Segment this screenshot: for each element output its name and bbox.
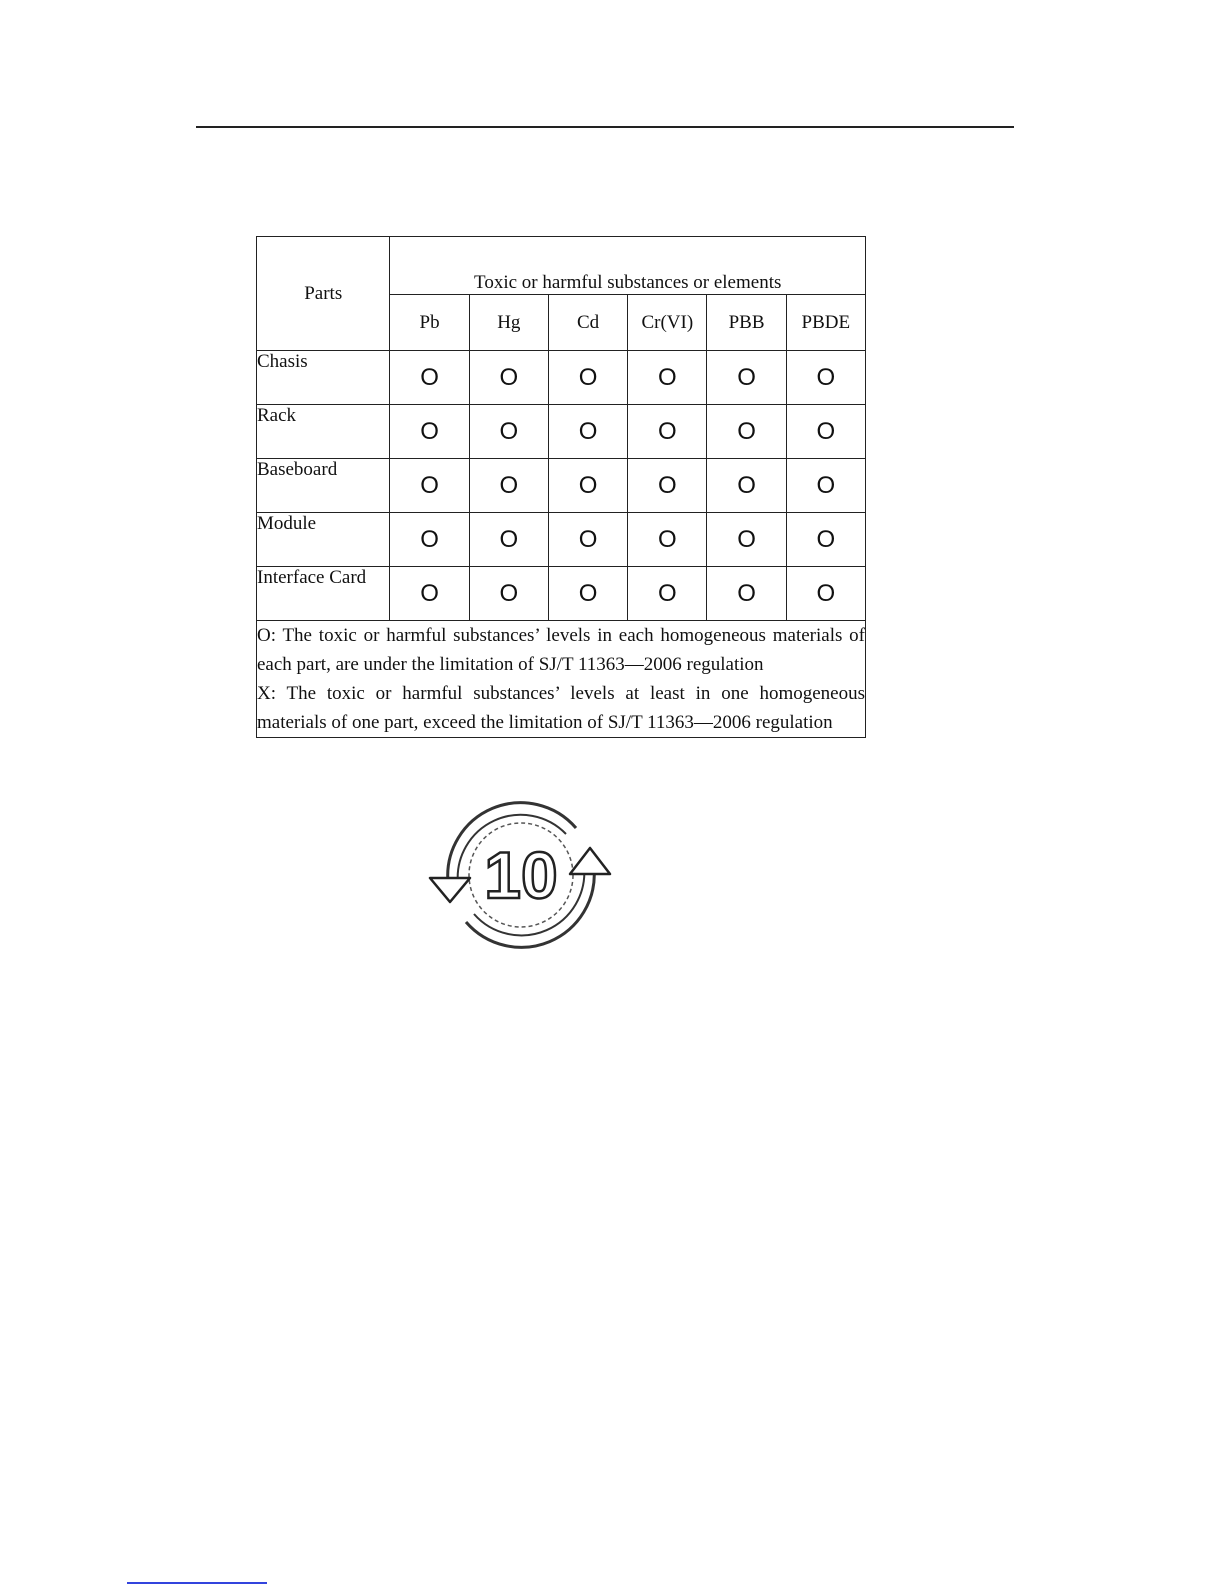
mark-cell: O bbox=[707, 513, 786, 567]
mark-cell: O bbox=[628, 351, 707, 405]
mark-cell: O bbox=[548, 405, 627, 459]
mark-cell: O bbox=[548, 513, 627, 567]
mark-cell: O bbox=[548, 567, 627, 621]
part-name: Chasis bbox=[257, 351, 390, 405]
part-name: Interface Card bbox=[257, 567, 390, 621]
parts-column-header: Parts bbox=[257, 237, 390, 351]
mark-cell: O bbox=[390, 459, 469, 513]
mark-cell: O bbox=[786, 567, 865, 621]
mark-cell: O bbox=[707, 405, 786, 459]
mark-cell: O bbox=[469, 459, 548, 513]
element-header-pbde: PBDE bbox=[786, 295, 865, 351]
mark-cell: O bbox=[707, 459, 786, 513]
part-name: Rack bbox=[257, 405, 390, 459]
logo-number: 10 bbox=[484, 838, 558, 912]
element-header-pbb: PBB bbox=[707, 295, 786, 351]
legend-note-o: O: The toxic or harmful substances’ levels in each homogeneous materials of each part, are under the limitation of SJ/T 11363—2006 regulation bbox=[257, 625, 865, 675]
mark-cell: O bbox=[628, 405, 707, 459]
substances-group-header: Toxic or harmful substances or elements bbox=[390, 237, 866, 295]
mark-cell: O bbox=[628, 513, 707, 567]
table-row bbox=[257, 513, 866, 567]
mark-cell: O bbox=[628, 567, 707, 621]
mark-cell: O bbox=[390, 567, 469, 621]
footer-link-rule bbox=[127, 1582, 267, 1584]
part-name: Module bbox=[257, 513, 390, 567]
mark-cell: O bbox=[548, 459, 627, 513]
legend-note-x: X: The toxic or harmful substances’ levels at least in one homogeneous materials of one part, exceed the limitation of SJ/T 11363—2006 regulation bbox=[257, 683, 865, 733]
mark-cell: O bbox=[390, 513, 469, 567]
mark-cell: O bbox=[786, 405, 865, 459]
table-row bbox=[257, 351, 866, 405]
element-header-hg: Hg bbox=[469, 295, 548, 351]
mark-cell: O bbox=[390, 351, 469, 405]
mark-cell: O bbox=[786, 351, 865, 405]
mark-cell: O bbox=[469, 513, 548, 567]
mark-cell: O bbox=[390, 405, 469, 459]
mark-cell: O bbox=[469, 351, 548, 405]
element-header-cd: Cd bbox=[548, 295, 627, 351]
hazardous-substances-table bbox=[256, 236, 866, 738]
element-header-crvi: Cr(VI) bbox=[628, 295, 707, 351]
mark-cell: O bbox=[548, 351, 627, 405]
mark-cell: O bbox=[707, 351, 786, 405]
mark-cell: O bbox=[786, 459, 865, 513]
environment-friendly-use-period-icon bbox=[426, 790, 616, 960]
mark-cell: O bbox=[469, 405, 548, 459]
part-name: Baseboard bbox=[257, 459, 390, 513]
mark-cell: O bbox=[469, 567, 548, 621]
table-row bbox=[257, 567, 866, 621]
table-row bbox=[257, 459, 866, 513]
logo-left-arrowhead bbox=[430, 878, 470, 902]
table-row bbox=[257, 405, 866, 459]
legend-notes bbox=[257, 621, 866, 738]
mark-cell: O bbox=[707, 567, 786, 621]
element-header-pb: Pb bbox=[390, 295, 469, 351]
mark-cell: O bbox=[786, 513, 865, 567]
logo-right-arrowhead bbox=[570, 848, 610, 874]
header-rule bbox=[196, 126, 1014, 128]
mark-cell: O bbox=[628, 459, 707, 513]
